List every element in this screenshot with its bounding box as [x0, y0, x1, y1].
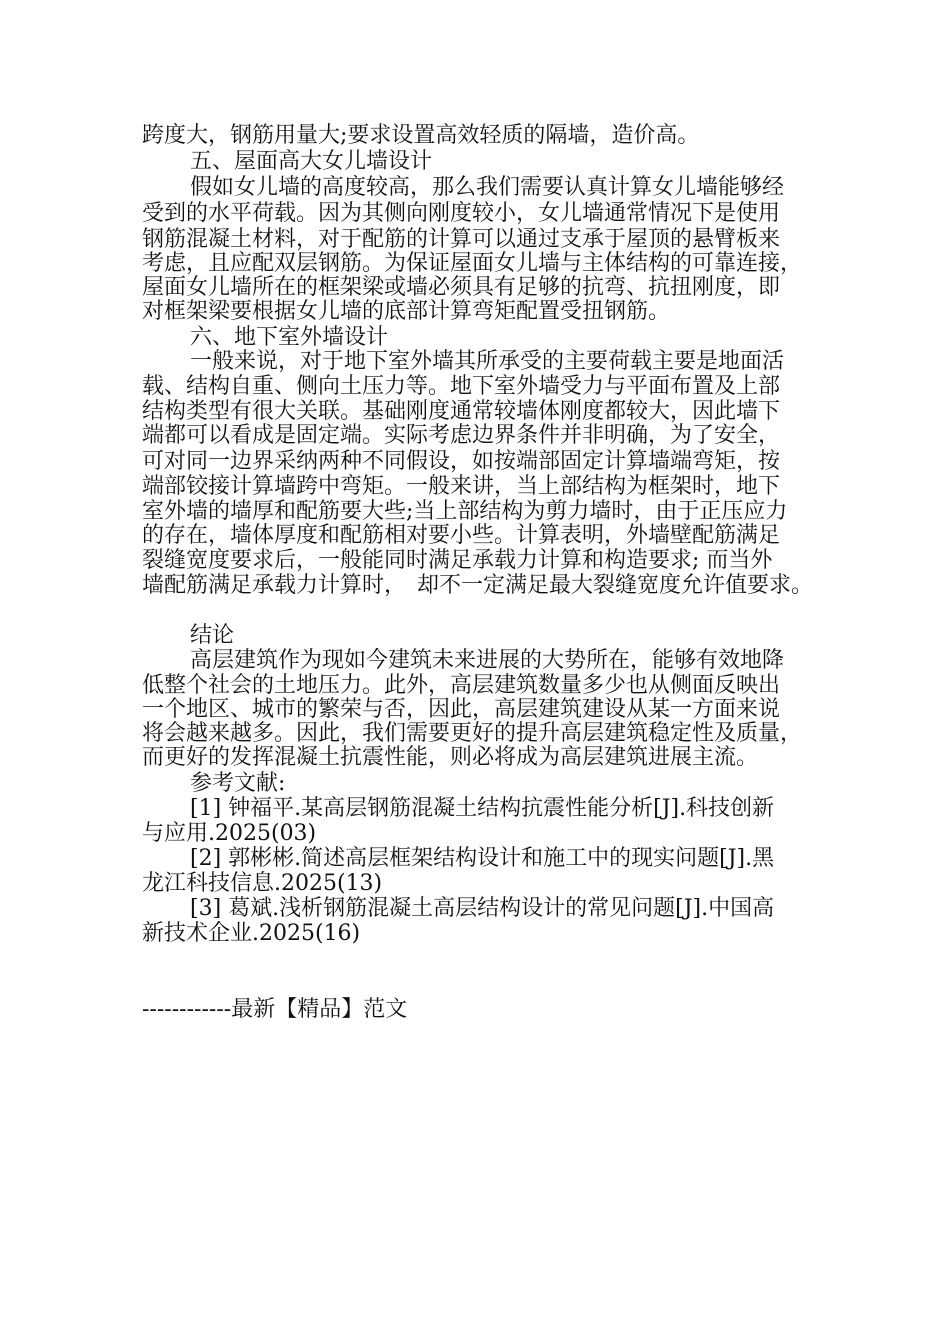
text-line: 墙配筋满足承载力计算时， 却不一定满足最大裂缝宽度允许值要求。	[142, 573, 814, 598]
footer-tagline: ------------最新【精品】范文	[142, 997, 408, 1022]
text-line: 考虑，且应配双层钢筋。为保证屋面女儿墙与主体结构的可靠连接，	[142, 251, 803, 276]
text-line: 可对同一边界采纳两种不同假设，如按端部固定计算墙端弯矩，按	[142, 449, 781, 474]
references-heading: 参考文献:	[190, 771, 286, 796]
text-line: 跨度大，钢筋用量大;要求设置高效轻质的隔墙，造价高。	[142, 123, 700, 148]
text-line: 裂缝宽度要求后，一般能同时满足承载力计算和构造要求; 而当外	[142, 548, 773, 573]
text-line: 假如女儿墙的高度较高，那么我们需要认真计算女儿墙能够经	[190, 175, 785, 200]
reference-line: 与应用.2025(03)	[142, 821, 317, 846]
reference-line: 新技术企业.2025(16)	[142, 921, 361, 946]
text-line: 受到的水平荷载。因为其侧向刚度较小，女儿墙通常情况下是使用	[142, 201, 781, 226]
text-line: 低整个社会的土地压力。此外，高层建筑数量多少也从侧面反映出	[142, 673, 781, 698]
text-line: 屋面女儿墙所在的框架梁或墙必须具有足够的抗弯、抗扭刚度，即	[142, 275, 781, 300]
text-line: 一般来说，对于地下室外墙其所承受的主要荷载主要是地面活	[190, 349, 785, 374]
text-line: 结构类型有很大关联。基础刚度通常较墙体刚度都较大，因此墙下	[142, 399, 781, 424]
reference-line: [3] 葛斌.浅析钢筋混凝土高层结构设计的常见问题[J].中国高	[190, 896, 775, 921]
text-line: 高层建筑作为现如今建筑未来进展的大势所在，能够有效地降	[190, 648, 785, 673]
text-line: 一个地区、城市的繁荣与否，因此，高层建筑建设从某一方面来说	[142, 697, 781, 722]
text-line: 端都可以看成是固定端。实际考虑边界条件并非明确，为了安全，	[142, 423, 781, 448]
reference-line: [2] 郭彬彬.简述高层框架结构设计和施工中的现实问题[J].黑	[190, 846, 775, 871]
text-line: 而更好的发挥混凝土抗震性能，则必将成为高层建筑进展主流。	[142, 745, 759, 770]
text-line: 对框架梁要根据女儿墙的底部计算弯矩配置受扭钢筋。	[142, 299, 671, 324]
text-line: 将会越来越多。因此，我们需要更好的提升高层建筑稳定性及质量，	[142, 721, 803, 746]
text-line: 端部铰接计算墙跨中弯矩。一般来讲，当上部结构为框架时，地下	[142, 474, 781, 499]
text-line: 的存在，墙体厚度和配筋相对要小些。计算表明，外墙壁配筋满足	[142, 523, 781, 548]
section-heading: 五、屋面高大女儿墙设计	[190, 149, 433, 174]
reference-line: 龙江科技信息.2025(13)	[142, 871, 383, 896]
section-heading: 六、地下室外墙设计	[190, 325, 389, 350]
text-line: 钢筋混凝土材料，对于配筋的计算可以通过支承于屋顶的悬臂板来	[142, 227, 781, 252]
section-heading: 结论	[190, 623, 235, 648]
text-line: 载、结构自重、侧向土压力等。地下室外墙受力与平面布置及上部	[142, 374, 781, 399]
text-line: 室外墙的墙厚和配筋要大些;当上部结构为剪力墙时，由于正压应力	[142, 499, 788, 524]
reference-line: [1] 钟福平.某高层钢筋混凝土结构抗震性能分析[J].科技创新	[190, 796, 775, 821]
